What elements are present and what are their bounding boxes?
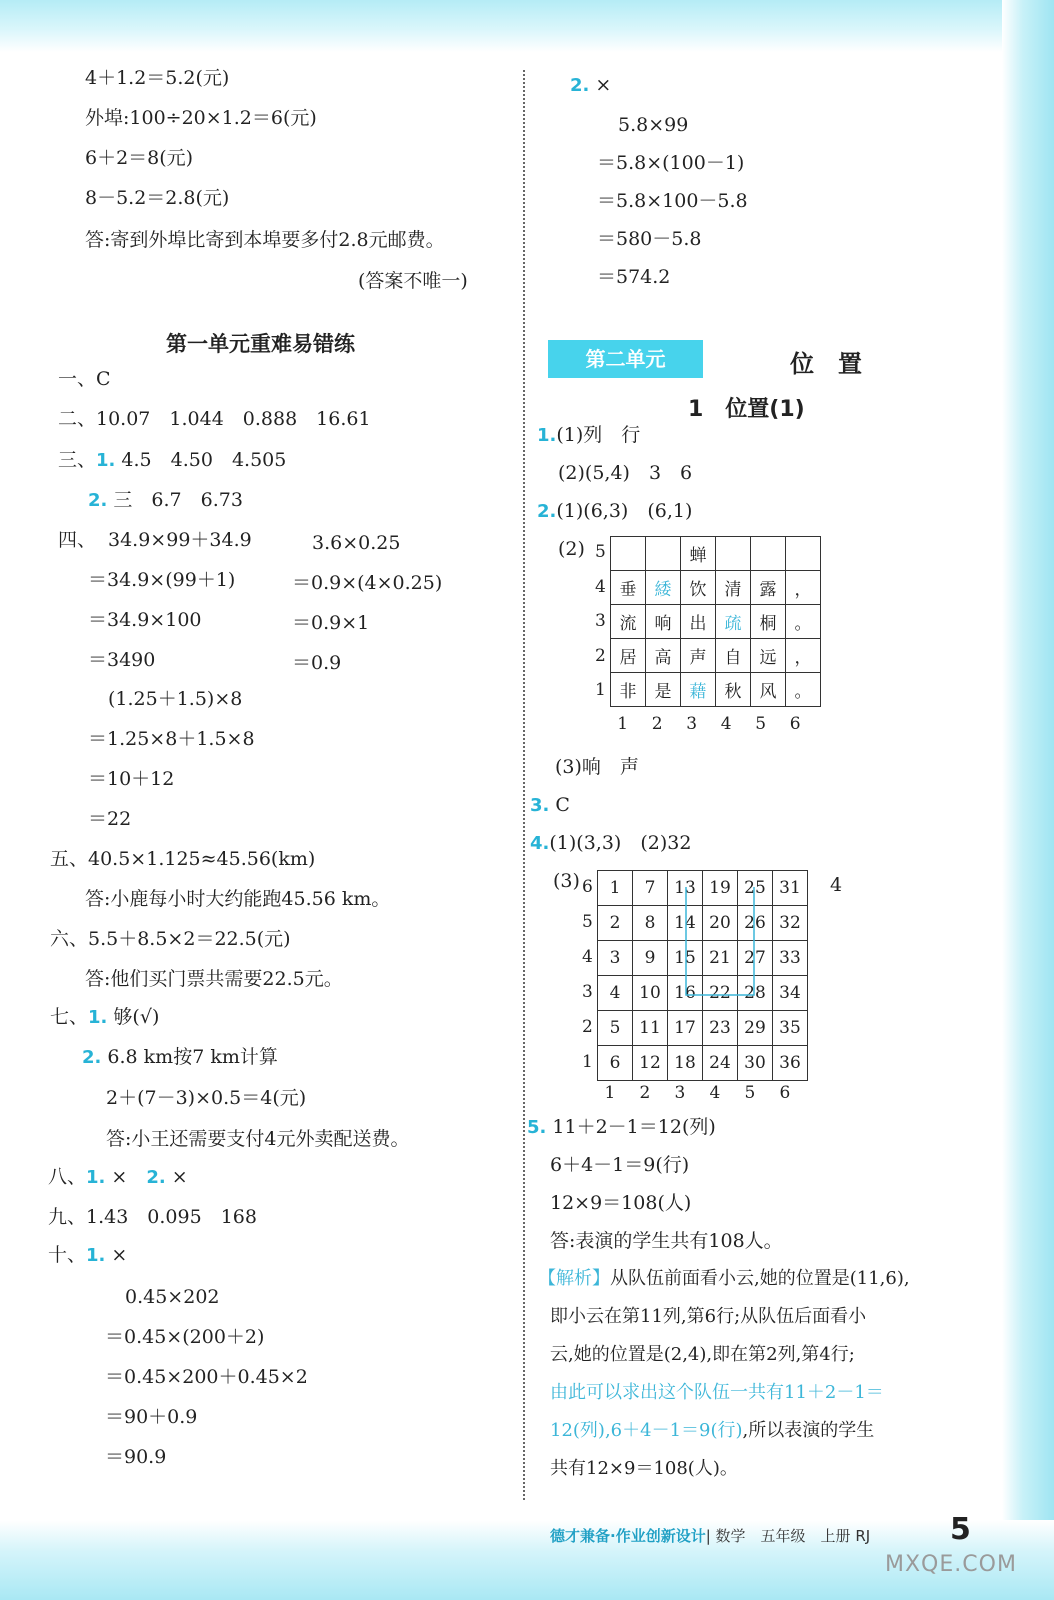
- r-q2-answer: [570, 72, 611, 99]
- col-label: 3: [686, 714, 698, 734]
- grid-cell: 出: [681, 605, 716, 639]
- r-q2-calc-line: ＝580－5.8: [597, 228, 702, 250]
- row-label: 2: [595, 645, 606, 666]
- q3-prefix: 三、: [58, 449, 97, 471]
- grid-cell: [786, 537, 821, 571]
- grid-cell: 2: [598, 906, 633, 941]
- p5-num: 5.: [527, 1117, 547, 1138]
- p5-calc-line: 12×9＝108(人): [550, 1192, 692, 1214]
- q3-1-text: 4.5 4.50 4.505: [115, 449, 287, 471]
- q4-a-line: ＝3490: [88, 649, 156, 671]
- grid-cell: 16: [668, 976, 703, 1011]
- grid-cell: 21: [703, 941, 738, 976]
- footer-subject: | 数学 五年级 上册: [705, 1527, 851, 1545]
- q10-1-num: 1.: [86, 1245, 106, 1266]
- grid-cell: 高: [646, 639, 681, 673]
- analysis-text: ,所以表演的学生: [742, 1420, 875, 1441]
- grid-row: [611, 673, 821, 707]
- grid-cell: 26: [738, 906, 773, 941]
- row-label: 5: [595, 542, 606, 563]
- q6-conclusion: 答:他们买门票共需要22.5元。: [85, 968, 343, 990]
- grid-cell: 11: [633, 1011, 668, 1046]
- p1-a: [537, 422, 640, 449]
- col-label: 5: [755, 714, 767, 734]
- grid-cell: 是: [646, 673, 681, 707]
- r-q2-calc-line: ＝5.8×100－5.8: [597, 190, 748, 212]
- p4-a: [530, 830, 691, 857]
- p2-b-label: (2): [558, 538, 585, 560]
- q10-prefix: 十、: [48, 1244, 87, 1266]
- grid-cell: [611, 537, 646, 571]
- q7-2-conclusion: 答:小王还需要支付4元外卖配送费。: [106, 1128, 410, 1150]
- grid-cell: 响: [646, 605, 681, 639]
- analysis-highlight: 12(列),6＋4－1＝9(行): [550, 1420, 743, 1441]
- grid-cell: 风: [751, 673, 786, 707]
- grid-cell: 20: [703, 906, 738, 941]
- grid-row: [611, 537, 821, 571]
- grid-cell: 35: [773, 1011, 808, 1046]
- q8-1-text: ×: [105, 1166, 128, 1188]
- col-label: 6: [779, 1083, 791, 1103]
- text-line: 外埠:100÷20×1.2＝6(元): [85, 107, 317, 129]
- p3: [530, 792, 570, 819]
- p1-a-text: (1)列 行: [556, 424, 641, 446]
- r-q2-calc-line: ＝574.2: [597, 266, 671, 288]
- q10-calc-line: ＝90＋0.9: [105, 1406, 198, 1428]
- q10-1-text: ×: [105, 1244, 128, 1266]
- grid-cell: 23: [703, 1011, 738, 1046]
- grid-cell: 10: [633, 976, 668, 1011]
- grid-cell: 桐: [751, 605, 786, 639]
- grid-cell: 34: [773, 976, 808, 1011]
- analysis-line: [538, 1266, 910, 1292]
- col-label: 5: [744, 1083, 756, 1103]
- q7-2-text: 6.8 km按7 km计算: [101, 1046, 278, 1068]
- p2-num: 2.: [537, 501, 557, 522]
- row-label: 3: [582, 981, 593, 1002]
- grid-cell: 蝉: [681, 537, 716, 571]
- q1-answer: 一、C: [58, 368, 111, 390]
- q6-answer: 六、5.5＋8.5×2＝22.5(元): [50, 928, 291, 950]
- row-label: 2: [582, 1016, 593, 1037]
- grid-cell: 27: [738, 941, 773, 976]
- analysis-line: 共有12×9＝108(人)。: [550, 1458, 738, 1479]
- note-line: (答案不唯一): [358, 270, 468, 292]
- unit-badge: 第二单元: [548, 340, 703, 378]
- q4-c-line: ＝10＋12: [88, 768, 175, 790]
- grid-cell: 36: [773, 1046, 808, 1081]
- p4-a-text: (1)(3,3) (2)32: [549, 832, 692, 854]
- q7-2-num: 2.: [82, 1047, 102, 1068]
- q7-2-calc: 2＋(7－3)×0.5＝4(元): [106, 1087, 307, 1109]
- page-top-border: [0, 0, 1054, 52]
- grid-cell: 秋: [716, 673, 751, 707]
- grid-cell: 7: [633, 871, 668, 906]
- grid-cell: 3: [598, 941, 633, 976]
- q3-2-num: 2.: [88, 490, 108, 511]
- q8-1-num: 1.: [86, 1167, 106, 1188]
- q10-calc-line: ＝0.45×(200＋2): [105, 1326, 265, 1348]
- grid-cell: 19: [703, 871, 738, 906]
- col-label: 1: [617, 714, 629, 734]
- row-label: 6: [582, 876, 593, 897]
- row-label: 4: [595, 576, 606, 597]
- p4-b-label: (3): [553, 870, 580, 892]
- page-right-border: [1002, 0, 1054, 1600]
- grid-cell: 露: [751, 571, 786, 605]
- p5-line: [527, 1114, 716, 1141]
- q2-answer: 二、10.07 1.044 0.888 16.61: [58, 408, 371, 430]
- p5-conclusion: 答:表演的学生共有108人。: [550, 1230, 783, 1252]
- text-line: 6＋2＝8(元): [85, 147, 194, 169]
- grid-cell: [751, 537, 786, 571]
- col-label: 1: [604, 1083, 616, 1103]
- grid-cell: 12: [633, 1046, 668, 1081]
- q4-b-line: 3.6×0.25: [312, 532, 401, 554]
- q5-conclusion: 答:小鹿每小时大约能跑45.56 km。: [85, 888, 391, 910]
- q8-prefix: 八、: [48, 1166, 87, 1188]
- q4-c-line: (1.25＋1.5)×8: [108, 688, 243, 710]
- r-q2-calc-line: 5.8×99: [618, 114, 689, 136]
- q7-2-answer: [82, 1044, 278, 1071]
- grid-cell: 非: [611, 673, 646, 707]
- analysis-tag: 【解析】: [538, 1268, 610, 1289]
- grid-cell: 。: [786, 673, 821, 707]
- text-line: 4＋1.2＝5.2(元): [85, 67, 230, 89]
- q4-b-line: ＝0.9×(4×0.25): [292, 572, 443, 594]
- grid-cell: ，: [786, 639, 821, 673]
- footer-edition: RJ: [855, 1527, 871, 1545]
- grid-cell: 31: [773, 871, 808, 906]
- grid-cell: 29: [738, 1011, 773, 1046]
- grid-row: [611, 605, 821, 639]
- q4-c-line: ＝1.25×8＋1.5×8: [88, 728, 255, 750]
- analysis-line: 由此可以求出这个队伍一共有11＋2－1＝: [550, 1382, 884, 1403]
- grid-cell: 饮: [681, 571, 716, 605]
- grid-row: [611, 571, 821, 605]
- col-label: 2: [651, 714, 663, 734]
- q7-prefix: 七、: [50, 1006, 89, 1028]
- q4-b-line: ＝0.9×1: [292, 612, 370, 634]
- grid-cell: 18: [668, 1046, 703, 1081]
- watermark: MXQE.COM: [885, 1552, 1017, 1577]
- p3-text: C: [549, 794, 570, 816]
- q4-a-line: ＝34.9×100: [88, 609, 202, 631]
- analysis-line: 云,她的位置是(2,4),即在第2列,第4行;: [550, 1344, 855, 1365]
- p2-c: (3)响 声: [555, 756, 639, 778]
- grid-cell: 6: [598, 1046, 633, 1081]
- col-label: 6: [789, 714, 801, 734]
- q8-answer: [48, 1164, 188, 1191]
- grid-cell: [646, 537, 681, 571]
- q10-calc-line: ＝0.45×200＋0.45×2: [105, 1366, 308, 1388]
- p4-num: 4.: [530, 833, 550, 854]
- q4-c-line: ＝22: [88, 808, 132, 830]
- q10-calc-line: 0.45×202: [125, 1286, 220, 1308]
- grid-cell: 15: [668, 941, 703, 976]
- p2-a-text: (1)(6,3) (6,1): [556, 500, 693, 522]
- answer-line: 答:寄到外埠比寄到本埠要多付2.8元邮费。: [85, 229, 445, 251]
- q3-1-answer: [58, 447, 286, 474]
- column-divider: [523, 70, 525, 1500]
- grid-cell: 13: [668, 871, 703, 906]
- q7-1-text: 够(√): [107, 1006, 160, 1028]
- grid-cell: 自: [716, 639, 751, 673]
- row-label: 1: [595, 680, 606, 701]
- grid-cell: 流: [611, 605, 646, 639]
- analysis-line: 即小云在第11列,第6行;从队伍后面看小: [550, 1306, 867, 1327]
- grid-cell: 。: [786, 605, 821, 639]
- r-q2-num: 2.: [570, 75, 590, 96]
- q4-prefix: 四、: [58, 529, 97, 551]
- lesson-title: 1 位置(1): [688, 397, 805, 422]
- grid-cell: 28: [738, 976, 773, 1011]
- col-label: 2: [639, 1083, 651, 1103]
- col-label: 3: [674, 1083, 686, 1103]
- q4-a-line: ＝34.9×(99＋1): [88, 569, 236, 591]
- q7-1-answer: [50, 1004, 159, 1031]
- grid-cell: 緌: [646, 571, 681, 605]
- unit-title: 位 置: [790, 350, 862, 378]
- row-label: 3: [595, 611, 606, 632]
- q7-1-num: 1.: [88, 1007, 108, 1028]
- grid-cell: 远: [751, 639, 786, 673]
- p3-num: 3.: [530, 795, 550, 816]
- col-label: 4: [709, 1083, 721, 1103]
- r-q2-calc-line: ＝5.8×(100－1): [597, 152, 745, 174]
- page-number: 5: [950, 1512, 971, 1547]
- q10-calc-line: ＝90.9: [105, 1446, 167, 1468]
- q8-2-num: 2.: [146, 1167, 166, 1188]
- grid-cell: 24: [703, 1046, 738, 1081]
- q5-answer: 五、40.5×1.125≈45.56(km): [50, 848, 316, 870]
- grid-cell: 藉: [681, 673, 716, 707]
- p1-num: 1.: [537, 425, 557, 446]
- p4-side-note: 4: [830, 874, 843, 896]
- p5-calc-line: 6＋4－1＝9(行): [550, 1154, 690, 1176]
- route-lines: [597, 870, 813, 1086]
- grid-cell: 14: [668, 906, 703, 941]
- p5-calc-text: 11＋2－1＝12(列): [552, 1116, 716, 1138]
- q3-1-num: 1.: [96, 450, 116, 471]
- grid-cell: 5: [598, 1011, 633, 1046]
- q9-answer: 九、1.43 0.095 168: [48, 1206, 257, 1228]
- q4-a-line: 34.9×99＋34.9: [108, 529, 252, 551]
- row-label: 4: [582, 946, 593, 967]
- col-label: 4: [720, 714, 732, 734]
- grid-cell: 17: [668, 1011, 703, 1046]
- grid-cell: 30: [738, 1046, 773, 1081]
- grid-cell: 25: [738, 871, 773, 906]
- grid-cell: 清: [716, 571, 751, 605]
- grid-cell: 声: [681, 639, 716, 673]
- analysis-text: 从队伍前面看小云,她的位置是(11,6),: [610, 1268, 910, 1289]
- q3-2-text: 三 6.7 6.73: [107, 489, 243, 511]
- footer: [550, 1525, 870, 1546]
- poem-grid: [610, 536, 821, 707]
- q3-2-answer: [88, 487, 243, 514]
- grid-cell: 垂: [611, 571, 646, 605]
- grid-cell: 8: [633, 906, 668, 941]
- route-path: [686, 887, 754, 995]
- grid-cell: 32: [773, 906, 808, 941]
- q10-1-answer: [48, 1242, 127, 1269]
- grid-cell: 居: [611, 639, 646, 673]
- text-line: 8－5.2＝2.8(元): [85, 187, 230, 209]
- r-q2-mark: ×: [589, 74, 612, 96]
- footer-brand: 德才兼备·作业创新设计: [550, 1527, 706, 1545]
- grid-row: [611, 639, 821, 673]
- grid-cell: 疏: [716, 605, 751, 639]
- row-label: 5: [582, 911, 593, 932]
- grid-cell: 33: [773, 941, 808, 976]
- grid-cell: 22: [703, 976, 738, 1011]
- q4-b-line: ＝0.9: [292, 652, 342, 674]
- row-label: 1: [582, 1051, 593, 1072]
- analysis-line: [550, 1418, 874, 1444]
- grid-cell: 1: [598, 871, 633, 906]
- grid-cell: [716, 537, 751, 571]
- p1-b: (2)(5,4) 3 6: [558, 462, 693, 484]
- grid-cell: 9: [633, 941, 668, 976]
- q8-2-text: ×: [165, 1166, 188, 1188]
- grid-cell: ，: [786, 571, 821, 605]
- p2-a: [537, 498, 692, 525]
- grid-cell: 4: [598, 976, 633, 1011]
- section-title: 第一单元重难易错练: [166, 332, 355, 356]
